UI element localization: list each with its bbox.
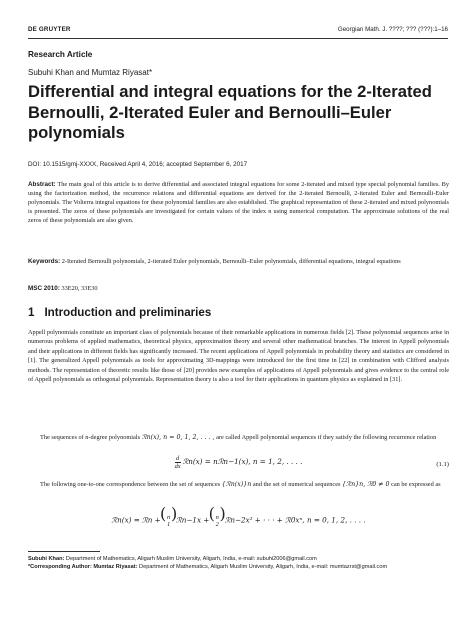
equation-number: (1.1) (436, 461, 449, 468)
header-rule (28, 38, 448, 39)
publisher-name: DE GRUYTER (28, 26, 71, 33)
para3-before: The following one-to-one correspondence between the set of sequences (40, 481, 222, 488)
binom2-top: ( n (215, 514, 219, 521)
binom1-bottom: 1 (166, 521, 171, 528)
frac-numerator: d (176, 455, 180, 462)
para3-symbol-1: {ℛn(x)}n (221, 481, 252, 488)
footnote-1-label: Subuhi Khan: (28, 556, 65, 562)
equation-1-1-body (28, 455, 449, 470)
para2-symbol: ℛn(x), n = 0, 1, 2, . . . , (141, 434, 215, 441)
paragraph-correspondence (28, 480, 449, 489)
footnote-2-label: *Corresponding Author: Mumtaz Riyasat: (28, 564, 138, 571)
msc-codes: 33E20, 33E30 (61, 285, 98, 292)
footnote-author-2 (28, 563, 449, 571)
binomial-coefficient-1 (163, 514, 174, 528)
para2-after: are called Appell polynomial sequences if they satisfy the following recurrence relation (214, 434, 437, 441)
doi-line: DOI: 10.1515/gmj-XXXX, Received April 4, 2016; accepted September 6, 2017 (28, 161, 248, 168)
para3-middle: and the set of numerical sequences (251, 481, 343, 488)
msc-classification (28, 284, 449, 293)
abstract-label: Abstract: (28, 181, 56, 188)
footnote-rule (28, 551, 100, 552)
frac-denominator: dx (174, 463, 181, 470)
footnote-1-text: Department of Mathematics, Aligarh Muslim University, Aligarh, India, e-mail: subuhi2006@gmail.com (64, 556, 317, 562)
expansion-lhs: ℛn(x) = ℛn + (111, 515, 163, 525)
keywords (28, 257, 449, 266)
para3-after: can be expressed as (389, 481, 441, 488)
section-title: Introduction and preliminaries (44, 306, 212, 319)
footnote-2-text: Department of Mathematics, Aligarh Muslim University, Aligarh, India, e-mail: mumtazrst@gmail.com (137, 564, 388, 571)
section-heading (28, 306, 211, 319)
expansion-term-2: ℛn−2x² + · · · + ℛ0xⁿ, n = 0, 1, 2, . . . . (224, 515, 366, 525)
keywords-text: 2-Iterated Bernoulli polynomials, 2-iterated Euler polynomials, Bernoulli–Euler polynomials, differential equations, integral equations (61, 258, 401, 265)
abstract (28, 180, 449, 225)
expansion-term-1: ℛn−1x + (175, 515, 212, 525)
author-list: Subuhi Khan and Mumtaz Riyasat* (28, 68, 153, 77)
derivative-fraction (175, 455, 181, 470)
binomial-coefficient-2 (212, 514, 223, 528)
equation-1-1 (28, 455, 449, 475)
equation-1-1-expression: ℛn(x) = nℛn−1(x), n = 1, 2, . . . . (182, 457, 303, 467)
section-number: 1 (28, 306, 35, 319)
paragraph-appell-def (28, 433, 449, 442)
para3-symbol-2: {ℛn}n, ℛ0 ≠ 0 (342, 481, 390, 488)
footnote-author-1 (28, 555, 449, 563)
binom1-top: ( n (166, 514, 171, 521)
binom2-bottom: 2 (215, 521, 219, 528)
page-header (28, 26, 448, 38)
article-type: Research Article (28, 50, 93, 59)
keywords-label: Keywords: (28, 258, 61, 265)
paragraph-intro: Appell polynomials constitute an important class of polynomials because of their remarkable applications in numerous fields [2]. These polynomial sequences arise in numerous problems of applied mathematics, theoretical physics, approximation theory and several other mathematical branches. The interest in Appell polynomials and their applications in different fields has significantly increased. The recent applications of Appell polynomials in probability theory and statistics are considered in [1]. The generalized Appell polynomials as tools for approximating 3D-mappings were introduced for the first time in [22] in combination with Clifford analysis methods. The representation of theoretic results like those of [20] provides new examples of applications of Appell polynomials and gives evidence to the central role of Appell polynomials as orthogonal polynomials. Representation theory is also a tool for their applications in quantum physics as explained in [31]. (28, 329, 449, 384)
abstract-text: The main goal of this article is to derive differential and associated integral equations for some 2-iterated and mixed type special polynomial families. By using the factorization method, the recurrence relations and differential equations are derived for the 2-iterated Bernoulli, 2-iterated Euler and Bernoulli-Euler polynomials. The Volterra integral equations for these polynomial families are also established. The graphical representation of these 2-iterated and mixed polynomials is presented. The zeros of these polynomials are investigated for certain values of the index n using numerical computation. The approximate solutions of the real zeros of these polynomials are also given. (28, 181, 449, 224)
msc-label: MSC 2010: (28, 285, 60, 292)
equation-expansion-body (28, 514, 449, 528)
equation-expansion (28, 510, 449, 536)
journal-reference: Georgian Math. J. ????; ??? (???):1–16 (337, 26, 448, 33)
footnotes (28, 555, 449, 571)
paper-title: Differential and integral equations for the 2-Iterated Bernoulli, 2-Iterated Euler and Bernoulli–Euler polynomials (28, 82, 432, 142)
para2-before: The sequences of n-degree polynomials (40, 434, 142, 441)
